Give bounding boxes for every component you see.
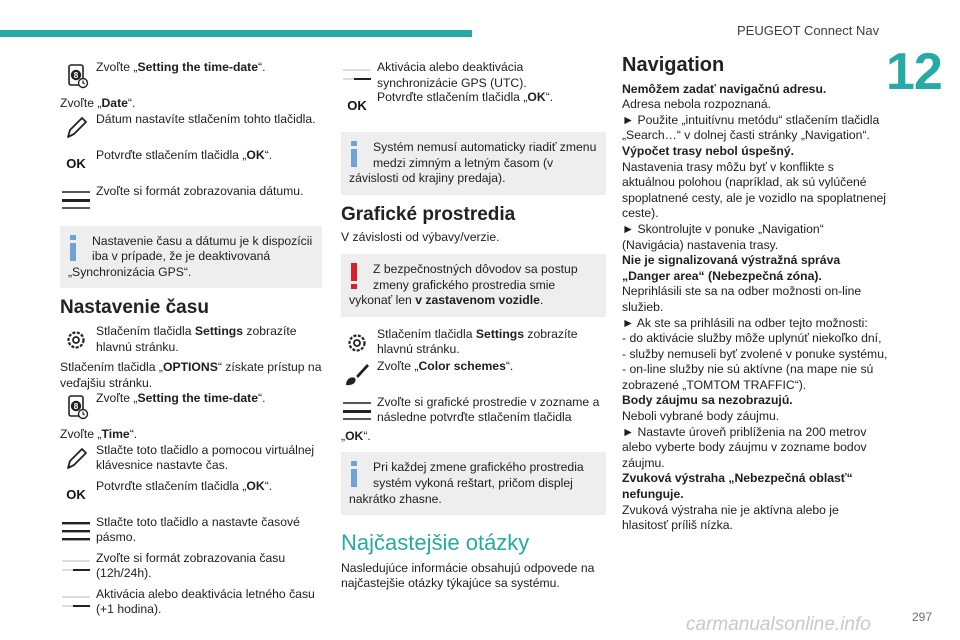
faq-answer-line: „Search…“ v dolnej časti stránky „Navigation“. bbox=[622, 128, 870, 143]
svg-text:8: 8 bbox=[73, 71, 79, 80]
faq-list bbox=[622, 82, 892, 534]
settings-gear-icon bbox=[60, 324, 92, 356]
ok-button: OK bbox=[66, 155, 86, 171]
color-brush-icon bbox=[341, 359, 373, 391]
info-note-time-sync: Nastavenie času a dátumu je k dispozícii iba v prípade, že je deaktivovaná „Synchronizácia GPS“. bbox=[60, 226, 322, 289]
step-summer-time: Aktivácia alebo deaktivácia letného času (+1 hodina). bbox=[60, 587, 322, 621]
faq-answer-line: Neboli vybrané body záujmu. bbox=[622, 409, 780, 424]
clock-8-icon bbox=[60, 391, 92, 423]
step-text: Zvoľte „Setting the time-date“. bbox=[96, 391, 266, 406]
step-confirm-ok bbox=[341, 90, 606, 124]
clock-8-icon bbox=[60, 60, 92, 92]
section-heading: Grafické prostredia bbox=[341, 203, 516, 225]
pencil-icon bbox=[60, 443, 92, 475]
faq-answer-line: ceste). bbox=[622, 206, 659, 221]
section-heading: Nastavenie času bbox=[60, 297, 209, 319]
faq-answer-line: ► Skontrolujte v ponuke „Navigation“ bbox=[622, 221, 824, 236]
faq-answer-line: (Navigácia) nastavenia trasy. bbox=[622, 237, 779, 252]
faq-answer-line: zobrazené „TOMTOM TRAFFIC“). bbox=[622, 377, 807, 392]
ok-button: OK bbox=[347, 98, 367, 114]
faq-question: Nemôžem zadať navigačnú adresu. bbox=[622, 81, 827, 96]
info-icon bbox=[349, 461, 359, 487]
menu-lines-icon bbox=[60, 515, 92, 547]
paragraph-faq-intro: Nasledujúce informácie obsahujú odpovede na najčastejšie otázky týkajúce sa systému. bbox=[341, 560, 595, 591]
step-date-format: Zvoľte si formát zobrazovania dátumu. bbox=[60, 184, 322, 218]
toggle-icon bbox=[341, 60, 373, 92]
column-2 bbox=[341, 60, 606, 592]
faq-question: nefunguje. bbox=[622, 487, 684, 502]
list-select-icon bbox=[60, 184, 92, 216]
faq-answer-line: služieb. bbox=[622, 299, 664, 314]
faq-answer-line: - on-line služby nie sú aktívne (na mape nie sú bbox=[622, 362, 874, 377]
step-gps-sync: Aktivácia alebo deaktivácia synchronizácie GPS (UTC). bbox=[341, 60, 606, 94]
header-accent-bar bbox=[0, 30, 472, 37]
step-choose-scheme: Zvoľte si grafické prostredie v zozname a následne potvrďte stlačením tlačidla bbox=[341, 395, 606, 429]
faq-question: Zvuková výstraha „Nebezpečná oblasť“ bbox=[622, 471, 853, 486]
faq-question: „Danger area“ (Nebezpečná zóna). bbox=[622, 268, 822, 283]
step-setting-time-date bbox=[60, 391, 322, 425]
step-text: Potvrďte stlačením tlačidla „OK“. bbox=[96, 147, 273, 162]
paragraph-time: Zvoľte „Time“. bbox=[60, 427, 138, 442]
faq-answer-line: Nastavenia trasy môžu byť v konflikte s bbox=[622, 159, 834, 174]
column-1 bbox=[60, 60, 322, 623]
watermark: carmanualsonline.info bbox=[686, 614, 871, 635]
step-timezone: Stlačte toto tlačidlo a nastavte časové pásmo. bbox=[60, 515, 322, 549]
faq-answer-line: - služby nemuseli byť zvolené v ponuke systému, bbox=[622, 346, 888, 361]
faq-answer-line: hlasitosť príliš nízka. bbox=[622, 518, 733, 533]
info-note-restart: Pri každej zmene grafického prostredia systém vykoná reštart, pričom displej nakrátko zhasne. bbox=[341, 452, 606, 515]
faq-answer-line: ► Ak ste sa prihlásili na odber tejto možnosti: bbox=[622, 315, 868, 330]
pencil-icon bbox=[60, 112, 92, 144]
chapter-number: 12 bbox=[886, 43, 942, 101]
step-settings: Stlačením tlačidla Settings zobrazíte hlavnú stránku. bbox=[60, 324, 322, 358]
faq-question: Body záujmu sa nezobrazujú. bbox=[622, 393, 793, 408]
step-choose-scheme-tail: „OK“. bbox=[341, 428, 371, 443]
warning-note-color-scheme: Z bezpečnostných dôvodov sa postup zmeny grafického prostredia smie vykonať len v zastavenom vozidle. bbox=[341, 254, 606, 317]
list-select-icon bbox=[341, 395, 373, 427]
page-number: 297 bbox=[912, 610, 933, 624]
step-confirm-ok bbox=[60, 479, 322, 513]
toggle-icon bbox=[60, 587, 92, 619]
faq-answer-line: Adresa nebola rozpoznaná. bbox=[622, 97, 772, 112]
faq-answer-line: aktuálnou polohou (napríklad, ak sú vylúčené bbox=[622, 175, 867, 190]
svg-text:8: 8 bbox=[73, 402, 79, 412]
step-date-edit: Dátum nastavíte stlačením tohto tlačidla. bbox=[60, 112, 322, 146]
faq-answer-line: ► Použite „intuitívnu metódu“ stlačením tlačidla bbox=[622, 112, 880, 127]
faq-answer-line: Neprihlásili ste sa na odber možnosti on-line bbox=[622, 284, 862, 299]
faq-answer-line: - do aktivácie služby môže uplynúť niekoľko dní, bbox=[622, 331, 882, 346]
faq-answer-line: ► Nastavte úroveň priblíženia na 200 metrov bbox=[622, 424, 867, 439]
faq-answer-line: záujmu. bbox=[622, 455, 665, 470]
column-3 bbox=[622, 54, 892, 534]
step-setting-time-date bbox=[60, 60, 322, 94]
step-confirm-ok bbox=[60, 148, 322, 182]
step-text: Zvoľte „Setting the time-date“. bbox=[96, 60, 266, 74]
step-text: Potvrďte stlačením tlačidla „OK“. bbox=[377, 90, 554, 104]
faq-answer-line: alebo vyberte body záujmu v zozname bodov bbox=[622, 440, 867, 455]
step-time-edit: Stlačte toto tlačidlo a pomocou virtuálnej klávesnice nastavte čas. bbox=[60, 443, 322, 477]
toggle-icon bbox=[60, 551, 92, 583]
section-heading-navigation: Navigation bbox=[622, 54, 725, 76]
ok-button: OK bbox=[66, 486, 86, 502]
paragraph-version: V závislosti od výbavy/verzie. bbox=[341, 230, 500, 245]
info-icon bbox=[68, 235, 78, 261]
step-settings: Stlačením tlačidla Settings zobrazíte hlavnú stránku. bbox=[341, 327, 606, 361]
paragraph-date: Zvoľte „Date“. bbox=[60, 96, 136, 110]
section-heading-faq: Najčastejšie otázky bbox=[341, 530, 530, 556]
paragraph-options: Stlačením tlačidla „OPTIONS“ získate prístup na veďajšiu stránku. bbox=[60, 359, 322, 390]
info-note-summer-time: Systém nemusí automaticky riadiť zmenu medzi zimným a letným časom (v závislosti od krajiny predaja). bbox=[341, 132, 606, 195]
step-color-schemes: Zvoľte „Color schemes“. bbox=[341, 359, 606, 393]
faq-answer-line: spoplatnené cesty, ale je vozidlo na spoplatnenej bbox=[622, 190, 887, 205]
faq-question: Nie je signalizovaná výstražná správa bbox=[622, 253, 841, 268]
header-title: PEUGEOT Connect Nav bbox=[737, 23, 880, 38]
warning-icon bbox=[349, 263, 359, 289]
faq-answer-line: Zvuková výstraha nie je aktívna alebo je bbox=[622, 502, 839, 517]
step-text: Potvrďte stlačením tlačidla „OK“. bbox=[96, 478, 273, 493]
settings-gear-icon bbox=[341, 327, 373, 359]
step-time-format: Zvoľte si formát zobrazovania času (12h/24h). bbox=[60, 551, 322, 585]
info-icon bbox=[349, 141, 359, 167]
faq-question: Výpočet trasy nebol úspešný. bbox=[622, 143, 795, 158]
